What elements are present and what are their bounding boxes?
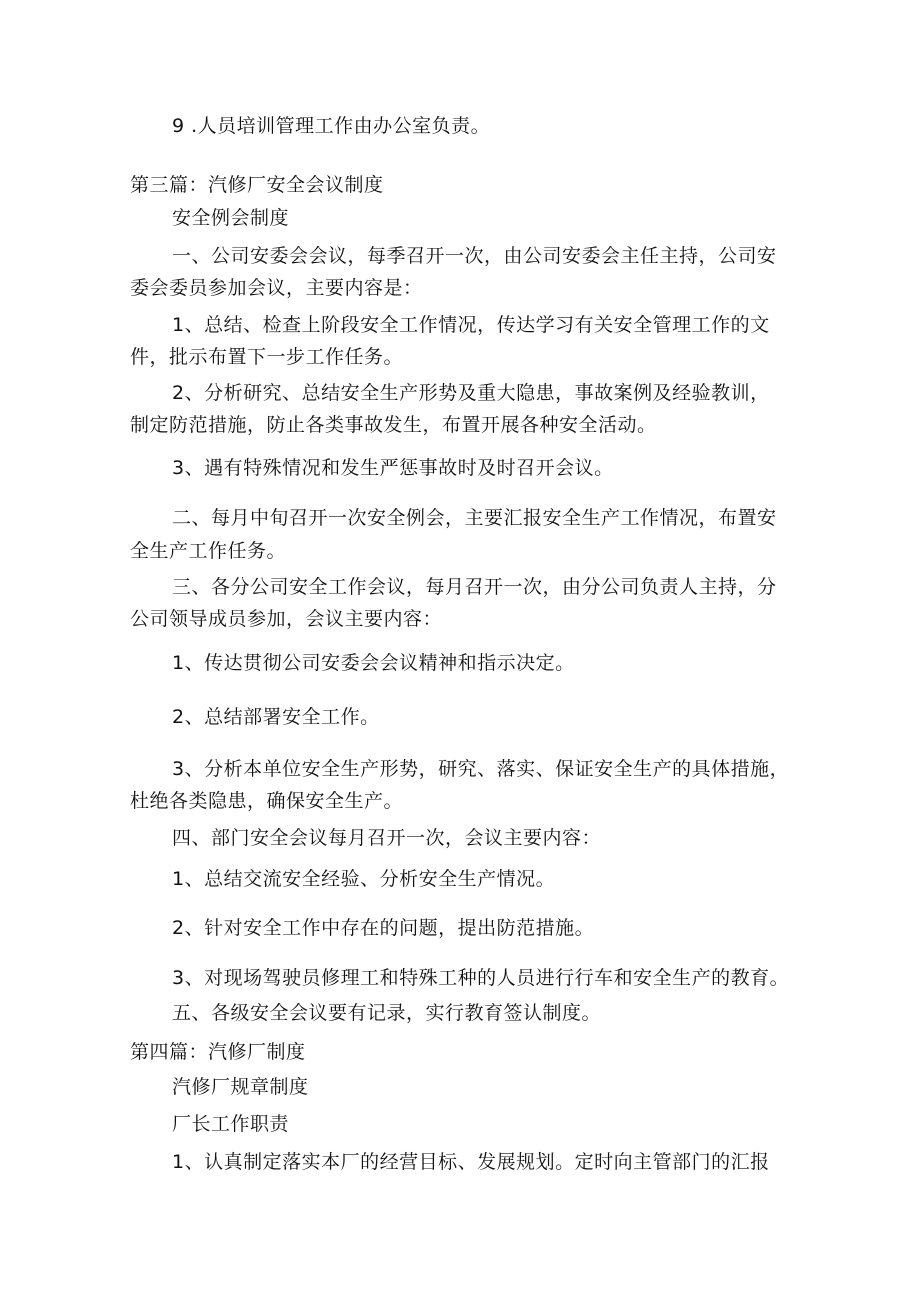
- paragraph-line: 杜绝各类隐患，确保安全生产。: [130, 790, 404, 812]
- paragraph-line: 全生产工作任务。: [130, 540, 287, 562]
- paragraph-line: 五、各级安全会议要有记录，实行教育签认制度。: [172, 1002, 602, 1024]
- paragraph-line: 3、分析本单位安全生产形势，研究、落实、保证安全生产的具体措施，: [172, 758, 790, 780]
- paragraph-line: 2、针对安全工作中存在的问题，提出防范措施。: [172, 917, 595, 939]
- section-heading: 第四篇：汽修厂制度: [130, 1041, 306, 1063]
- subsection-title: 汽修厂规章制度: [172, 1076, 309, 1098]
- subsection-title: 厂长工作职责: [172, 1113, 290, 1135]
- paragraph-line: 1、总结交流安全经验、分析安全生产情况。: [172, 868, 556, 890]
- paragraph-line: 件，批示布置下一步工作任务。: [130, 346, 404, 368]
- paragraph-line: 制定防范措施，防止各类事故发生，布置开展各种安全活动。: [130, 414, 657, 436]
- paragraph-line: 9 .人员培训管理工作由办公室负责。: [172, 115, 491, 137]
- paragraph-line: 1、总结、检查上阶段安全工作情况，传达学习有关安全管理工作的文: [172, 314, 770, 336]
- paragraph-line: 公司领导成员参加，会议主要内容：: [130, 608, 443, 630]
- paragraph-line: 一、公司安委会会议，每季召开一次，由公司安委会主任主持，公司安: [172, 245, 777, 267]
- paragraph-line: 二、每月中旬召开一次安全例会，主要汇报安全生产工作情况，布置安: [172, 507, 777, 529]
- subsection-title: 安全例会制度: [172, 207, 290, 229]
- paragraph-line: 委会委员参加会议，主要内容是：: [130, 277, 423, 299]
- paragraph-line: 四、部门安全会议每月召开一次，会议主要内容：: [172, 827, 602, 849]
- paragraph-line: 3、对现场驾驶员修理工和特殊工种的人员进行行车和安全生产的教育。: [172, 967, 790, 989]
- paragraph-line: 1、传达贯彻公司安委会会议精神和指示决定。: [172, 652, 575, 674]
- paragraph-line: 1、认真制定落实本厂的经营目标、发展规划。定时向主管部门的汇报: [172, 1151, 770, 1173]
- paragraph-line: 2、总结部署安全工作。: [172, 706, 380, 728]
- paragraph-line: 3、遇有特殊情况和发生严惩事故时及时召开会议。: [172, 457, 614, 479]
- paragraph-line: 2、分析研究、总结安全生产形势及重大隐患，事故案例及经验教训，: [172, 382, 770, 404]
- paragraph-line: 三、各分公司安全工作会议，每月召开一次，由分公司负责人主持，分: [172, 576, 777, 598]
- section-heading: 第三篇：汽修厂安全会议制度: [130, 174, 384, 196]
